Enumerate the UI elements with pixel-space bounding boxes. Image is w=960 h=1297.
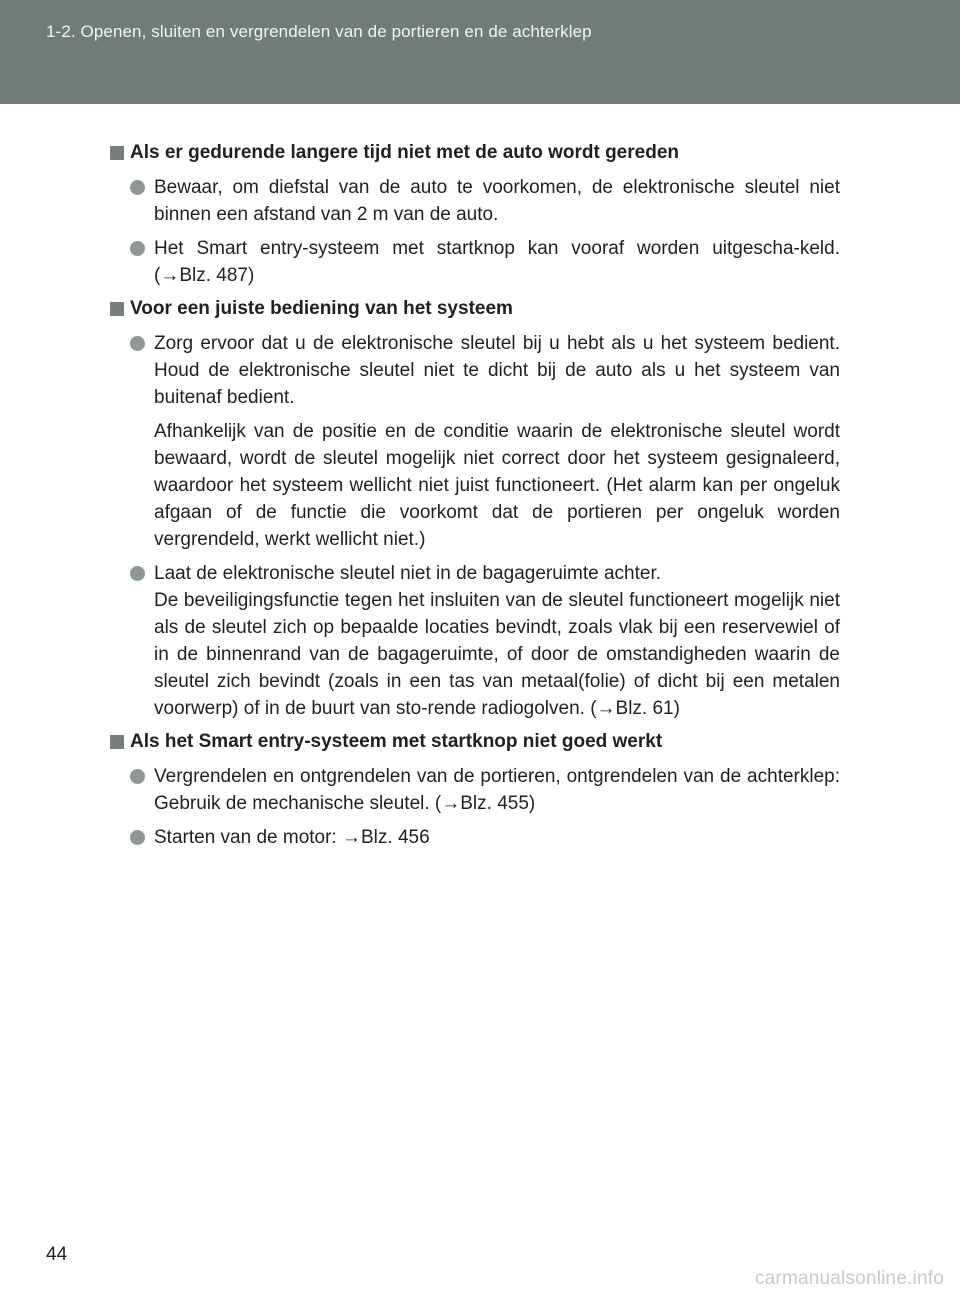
- list-item-text: Het Smart entry-systeem met startknop kan vooraf worden uitgescha-keld. (→Blz. 487): [154, 238, 840, 286]
- round-bullet-icon: [130, 241, 145, 256]
- list-item-text: Starten van de motor: →Blz. 456: [154, 827, 430, 848]
- section-heading-correct-operation: [110, 296, 840, 322]
- list-item: [110, 763, 840, 817]
- chapter-header-band: [0, 0, 960, 104]
- section-heading-text: Als het Smart entry-systeem met startknop niet goed werkt: [130, 731, 663, 752]
- list-item-text: Vergrendelen en ontgrendelen van de portieren, ontgrendelen van de achterklep: Gebruik de mechanische sleutel. (→Blz. 455): [154, 766, 840, 814]
- round-bullet-icon: [130, 336, 145, 351]
- list-item: [110, 824, 840, 851]
- list-item-text: Bewaar, om diefstal van de auto te voorkomen, de elektronische sleutel niet binnen een afstand van 2 m van de auto.: [154, 177, 840, 225]
- list-item: [110, 174, 840, 228]
- section-heading-long-parking: [110, 140, 840, 166]
- section-heading-malfunction: [110, 729, 840, 755]
- page-content: [110, 140, 840, 858]
- square-bullet-icon: [110, 146, 124, 160]
- list-item: [110, 330, 840, 553]
- list-item-continuation: De beveiligingsfunctie tegen het insluiten van de sleutel functioneert mogelijk niet als de sleutel zich op bepaalde locaties bevindt, zoals vlak bij een reservewiel of in de binnenrand van de bagageruimte, of door de omstandigheden waarin de sleutel zich bevindt (zoals in een tas van metaal(folie) of dicht bij een metalen voorwerp) of in de buurt van sto-rende radiogolven. (→Blz. 61): [154, 590, 840, 719]
- watermark-text: carmanualsonline.info: [754, 1268, 944, 1289]
- round-bullet-icon: [130, 180, 145, 195]
- round-bullet-icon: [130, 769, 145, 784]
- chapter-title: 1-2. Openen, sluiten en vergrendelen van de portieren en de achterklep: [46, 22, 592, 41]
- list-item-text: [154, 560, 840, 722]
- round-bullet-icon: [130, 830, 145, 845]
- square-bullet-icon: [110, 302, 124, 316]
- section-heading-text: Als er gedurende langere tijd niet met de auto wordt gereden: [130, 142, 679, 163]
- round-bullet-icon: [130, 566, 145, 581]
- list-item: [110, 560, 840, 722]
- list-item-text: Zorg ervoor dat u de elektronische sleutel bij u hebt als u het systeem bedient. Houd de elektronische sleutel niet te dicht bij de auto als u het systeem van buitenaf bedient.: [154, 333, 840, 408]
- list-item-first-line: Laat de elektronische sleutel niet in de bagageruimte achter.: [154, 563, 661, 584]
- list-item: [110, 235, 840, 289]
- page-number: 44: [46, 1244, 68, 1265]
- square-bullet-icon: [110, 735, 124, 749]
- list-item-text: Afhankelijk van de positie en de conditie waarin de elektronische sleutel wordt bewaard, wordt de sleutel mogelijk niet correct door het systeem gesignaleerd, waardoor het systeem wellicht niet juist functioneert. (Het alarm kan per ongeluk afgaan of de functie die voorkomt dat de portieren per ongeluk worden vergrendeld, werkt wellicht niet.): [154, 421, 840, 550]
- section-heading-text: Voor een juiste bediening van het systeem: [130, 298, 513, 319]
